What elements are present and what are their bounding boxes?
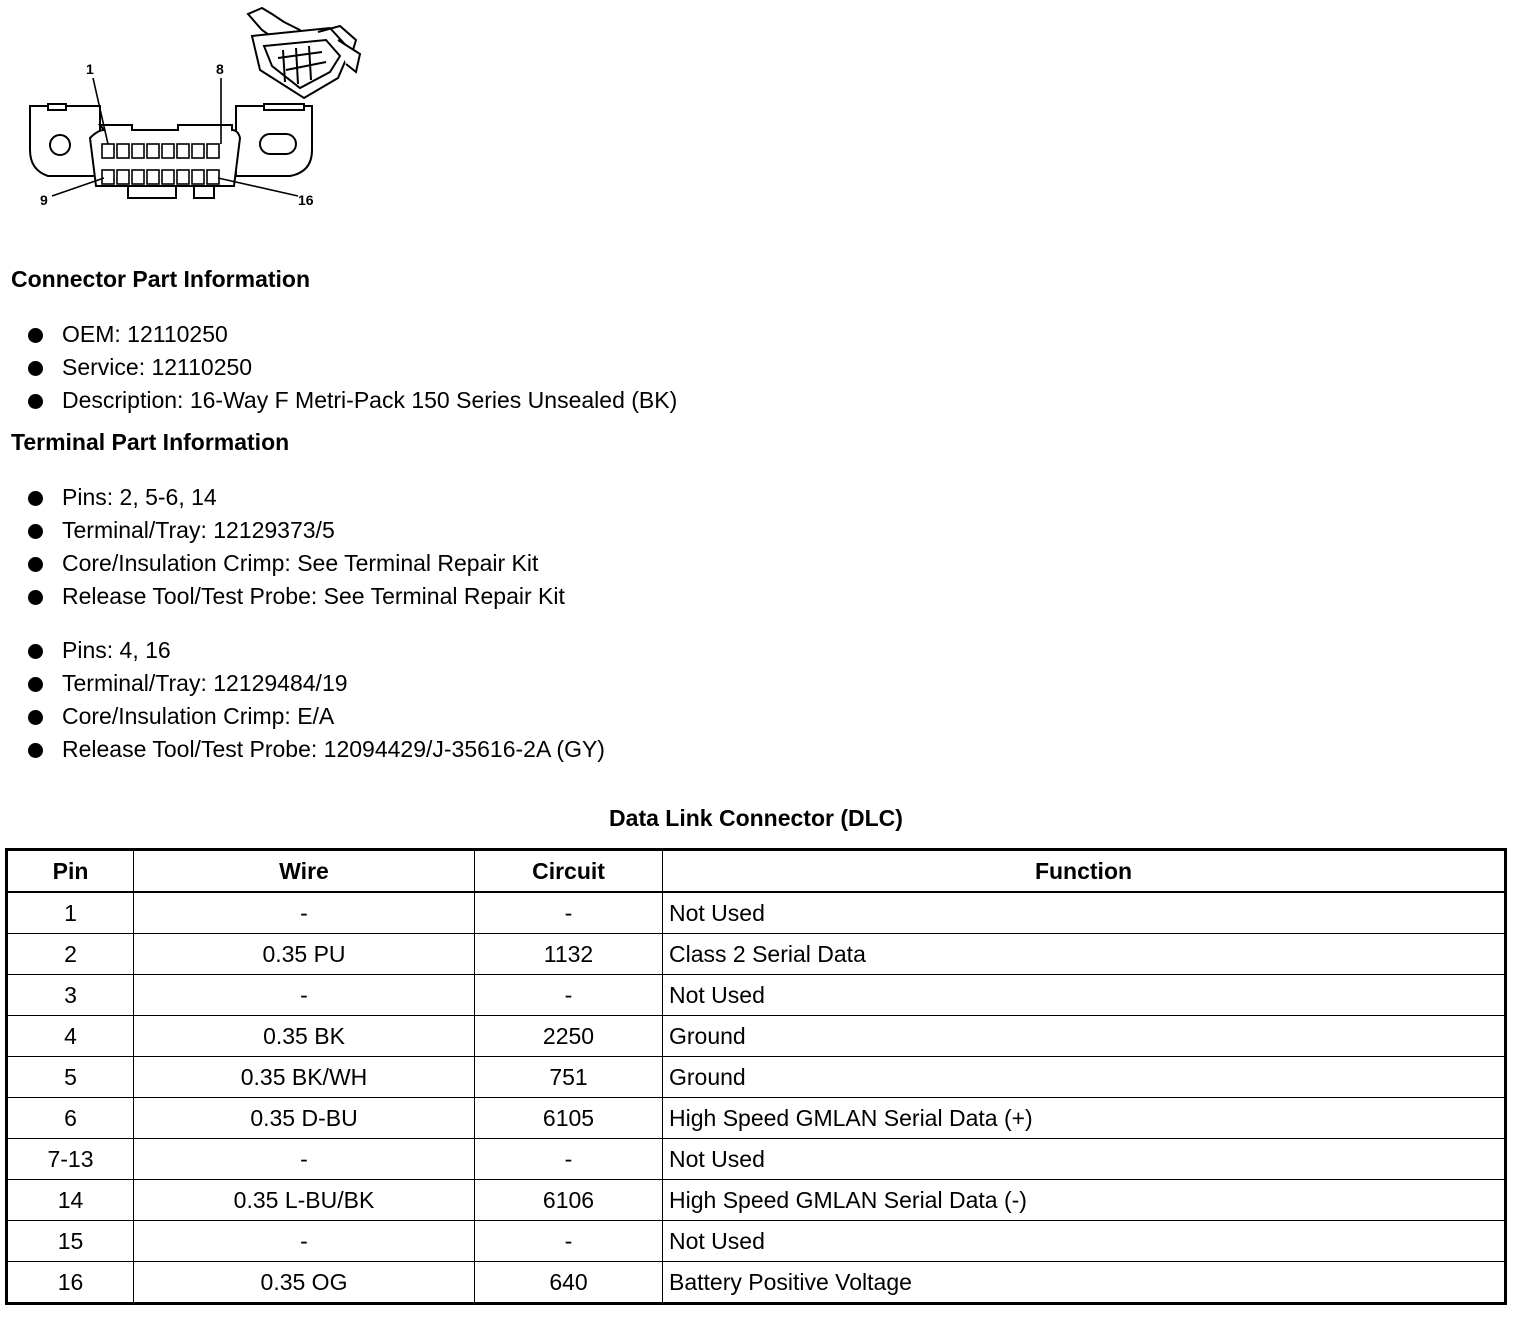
cell-pin: 14 [7,1180,134,1221]
list-item: Terminal/Tray: 12129373/5 [0,514,565,547]
cell-wire: 0.35 D-BU [134,1098,475,1139]
list-item: Release Tool/Test Probe: See Terminal Repair Kit [0,580,565,613]
cell-pin: 4 [7,1016,134,1057]
list-item: Terminal/Tray: 12129484/19 [0,667,605,700]
cell-circuit: 1132 [475,934,663,975]
cell-function: Not Used [663,1139,1506,1180]
list-item: Core/Insulation Crimp: See Terminal Repair Kit [0,547,565,580]
cell-function: Ground [663,1057,1506,1098]
cell-wire: 0.35 L-BU/BK [134,1180,475,1221]
table-row [7,975,1506,1016]
cell-circuit: - [475,892,663,934]
cell-pin: 6 [7,1098,134,1139]
cell-pin: 7-13 [7,1139,134,1180]
connector-diagram [0,0,380,230]
cell-function: High Speed GMLAN Serial Data (+) [663,1098,1506,1139]
cell-circuit: 6105 [475,1098,663,1139]
pin-label-1: 1 [86,61,94,77]
table-row [7,1180,1506,1221]
cell-pin: 15 [7,1221,134,1262]
bullet-icon [28,644,43,659]
cell-circuit: - [475,975,663,1016]
connector-part-heading: Connector Part Information [11,266,311,292]
cell-function: Class 2 Serial Data [663,934,1506,975]
cell-function: High Speed GMLAN Serial Data (-) [663,1180,1506,1221]
table-row [7,892,1506,934]
bullet-icon [28,710,43,725]
bullet-icon [28,394,43,409]
list-item: Service: 12110250 [0,351,677,384]
cell-pin: 3 [7,975,134,1016]
cell-wire: 0.35 PU [134,934,475,975]
header-pin: Pin [7,850,134,893]
bullet-icon [28,361,43,376]
cell-circuit: 751 [475,1057,663,1098]
pin-label-9: 9 [40,192,48,208]
bullet-icon [28,743,43,758]
table-title: Data Link Connector (DLC) [609,805,903,831]
header-wire: Wire [134,850,475,893]
cell-function: Not Used [663,975,1506,1016]
header-function: Function [663,850,1506,893]
cell-circuit: - [475,1221,663,1262]
cell-circuit: - [475,1139,663,1180]
bullet-icon [28,328,43,343]
cell-wire: 0.35 OG [134,1262,475,1304]
cell-pin: 1 [7,892,134,934]
cell-circuit: 6106 [475,1180,663,1221]
cell-function: Not Used [663,1221,1506,1262]
dlc-pinout-table [5,848,1507,1305]
table-row [7,1262,1506,1304]
list-item: OEM: 12110250 [0,318,677,351]
table-row [7,1139,1506,1180]
pin-label-16: 16 [298,192,314,208]
table-row [7,1057,1506,1098]
terminal-part-list-2 [0,634,605,766]
cell-wire: 0.35 BK [134,1016,475,1057]
list-item: Release Tool/Test Probe: 12094429/J-35616-2A (GY) [0,733,605,766]
connector-part-list [0,318,677,417]
bullet-icon [28,557,43,572]
bullet-icon [28,491,43,506]
header-circuit: Circuit [475,850,663,893]
cell-function: Ground [663,1016,1506,1057]
cell-wire: - [134,1139,475,1180]
table-row [7,1016,1506,1057]
terminal-part-heading: Terminal Part Information [11,429,290,455]
connector-3d-view [248,8,360,98]
cell-circuit: 640 [475,1262,663,1304]
bullet-icon [28,677,43,692]
pin-label-8: 8 [216,61,224,77]
cell-wire: - [134,1221,475,1262]
dlc-connector-drawing [0,0,380,230]
cell-wire: - [134,975,475,1016]
cell-wire: 0.35 BK/WH [134,1057,475,1098]
table-header-row [7,850,1506,893]
cell-wire: - [134,892,475,934]
cell-function: Not Used [663,892,1506,934]
table-row [7,1221,1506,1262]
table-row [7,1098,1506,1139]
cell-pin: 5 [7,1057,134,1098]
list-item: Pins: 4, 16 [0,634,605,667]
list-item: Description: 16-Way F Metri-Pack 150 Series Unsealed (BK) [0,384,677,417]
terminal-part-list-1 [0,481,565,613]
bullet-icon [28,590,43,605]
cell-pin: 2 [7,934,134,975]
bullet-icon [28,524,43,539]
cell-pin: 16 [7,1262,134,1304]
list-item: Pins: 2, 5-6, 14 [0,481,565,514]
cell-circuit: 2250 [475,1016,663,1057]
cell-function: Battery Positive Voltage [663,1262,1506,1304]
list-item: Core/Insulation Crimp: E/A [0,700,605,733]
table-row [7,934,1506,975]
